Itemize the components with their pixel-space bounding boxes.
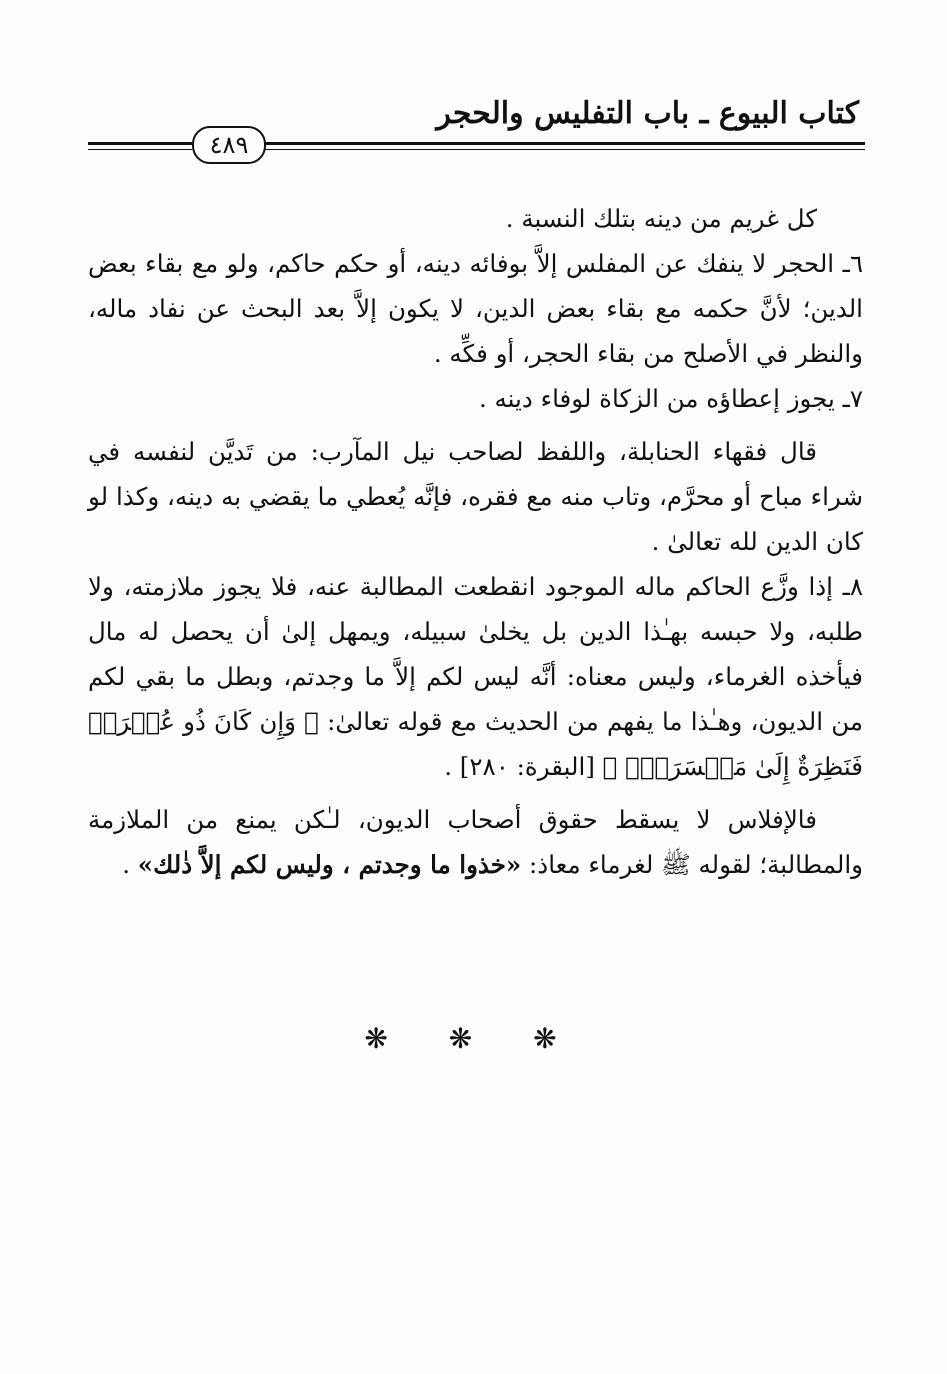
numbered-item-8: ٨ـ إذا وزَّع الحاكم ماله الموجود انقطعت المطالبة عنه، فلا يجوز ملازمته، ولا طلبه، ولا حبسه بهـٰذا الدين بل يخلىٰ سبيله، ويمهل إلىٰ أن يحصل له مال فيأخذه الغرماء، وليس معناه: أنَّه ليس لكم إلاَّ ما وجدتم، وبطل ما بقي لكم من الديون، وهـٰذا ما يفهم من الحديث مع قوله تعالىٰ: ﴿ وَإِن كَانَ ذُو عُسۡرَةٖ فَنَظِرَةٌ إِلَىٰ مَيۡسَرَةٖۚ ﴾ [البقرة: ٢٨٠] .	[88, 572, 863, 781]
header-rule-left	[88, 142, 192, 154]
section-separator-stars: ❋ ❋ ❋	[364, 1022, 583, 1055]
paragraph-hanabila-quote: قال فقهاء الحنابلة، واللفظ لصاحب نيل المآرب: من تَديَّن لنفسه في شراء مباح أو محرَّم، وتاب منه مع فقره، فإنَّه يُعطي ما يقضي به دينه، وكذا لو كان الدين لله تعالىٰ .	[88, 437, 863, 556]
iflas-text: فالإفلاس لا يسقط حقوق أصحاب الديون، لـٰكن يمنع من الملازمة والمطالبة؛ لقوله ﷺ لغرماء معاذ:	[88, 805, 863, 879]
numbered-item-6: ٦ـ الحجر لا ينفك عن المفلس إلاَّ بوفائه دينه، أو حكم حاكم، ولو مع بقاء بعض الدين؛ لأنَّ حكمه مع بقاء بعض الدين، لا يكون إلاَّ بعد البحث عن نفاد ماله، والنظر في الأصلح من بقاء الحجر، أو فكِّه .	[88, 249, 863, 368]
running-header-title: كتاب البيوع ـ باب التفليس والحجر	[436, 96, 859, 131]
page-number-badge: ٤٨٩	[192, 126, 266, 164]
numbered-item-7: ٧ـ يجوز إعطاؤه من الزكاة لوفاء دينه .	[478, 384, 863, 413]
paragraph-iflas	[88, 797, 863, 887]
iflas-end: .	[122, 850, 138, 879]
page-body	[88, 196, 863, 887]
hadith-quote: «خذوا ما وجدتم ، وليس لكم إلاَّ ذٰلك»	[137, 850, 522, 879]
header-rule-right	[262, 142, 865, 154]
paragraph-continuation: كل غريم من دينه بتلك النسبة .	[505, 204, 817, 233]
